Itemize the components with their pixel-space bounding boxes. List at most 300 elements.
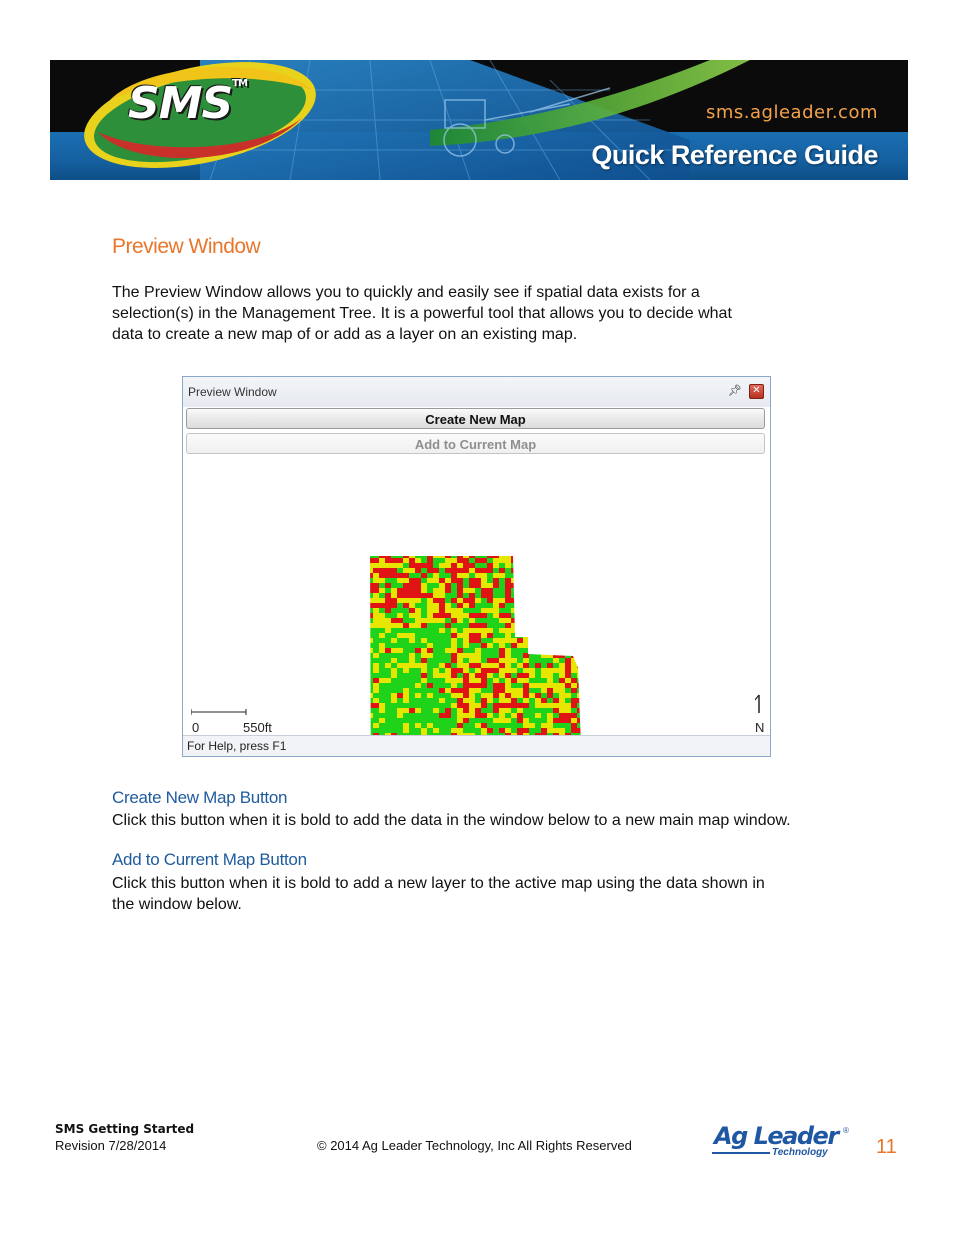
map-cell (529, 688, 535, 693)
map-cell (433, 658, 439, 663)
map-cell (487, 723, 493, 728)
map-cell (505, 723, 511, 728)
add-description-line-2: the window below. (112, 896, 242, 913)
add-to-current-map-button[interactable]: Add to Current Map (186, 433, 765, 454)
map-cell (505, 643, 511, 648)
map-cell (487, 668, 493, 673)
map-cell (475, 678, 481, 683)
map-preview-area[interactable] (183, 457, 770, 737)
map-cell (421, 553, 427, 558)
map-cell (571, 728, 577, 733)
map-cell (559, 553, 565, 558)
map-cell (421, 578, 427, 583)
map-cell (475, 603, 481, 608)
map-cell (547, 693, 553, 698)
map-cell (379, 688, 385, 693)
map-cell (517, 713, 523, 718)
map-cell (475, 698, 481, 703)
map-cell (445, 683, 451, 688)
map-cell (541, 583, 547, 588)
map-cell (505, 713, 511, 718)
map-cell (421, 638, 427, 643)
map-cell (535, 593, 541, 598)
map-cell (475, 713, 481, 718)
map-cell (421, 688, 427, 693)
map-cell (541, 558, 547, 563)
pin-icon[interactable]: 📌︎ (728, 385, 742, 397)
map-cell (433, 708, 439, 713)
map-cell (577, 668, 583, 673)
map-cell (439, 643, 445, 648)
map-cell (511, 553, 517, 558)
map-cell (391, 718, 397, 723)
map-cell (571, 593, 577, 598)
intro-paragraph (112, 282, 852, 345)
ag-leader-logo-sub: Technology (772, 1147, 828, 1158)
map-cell (409, 623, 415, 628)
map-cell (397, 568, 403, 573)
map-cell (445, 638, 451, 643)
map-cell (433, 678, 439, 683)
map-cell (505, 693, 511, 698)
map-cell (409, 578, 415, 583)
map-cell (379, 638, 385, 643)
map-cell (487, 633, 493, 638)
map-cell (391, 723, 397, 728)
map-cell (487, 553, 493, 558)
map-cell (367, 638, 373, 643)
map-cell (463, 708, 469, 713)
map-cell (433, 683, 439, 688)
map-cell (481, 698, 487, 703)
map-cell (373, 668, 379, 673)
map-cell (559, 693, 565, 698)
map-cell (409, 668, 415, 673)
map-cell (403, 673, 409, 678)
map-cell (415, 703, 421, 708)
map-cell (439, 683, 445, 688)
map-cell (481, 558, 487, 563)
map-cell (397, 563, 403, 568)
map-cell (403, 653, 409, 658)
map-cell (577, 593, 583, 598)
map-cell (421, 598, 427, 603)
map-cell (553, 603, 559, 608)
map-cell (445, 568, 451, 573)
map-cell (415, 578, 421, 583)
map-cell (439, 618, 445, 623)
map-cell (517, 628, 523, 633)
map-cell (553, 713, 559, 718)
map-cell (409, 663, 415, 668)
map-cell (457, 718, 463, 723)
map-cell (433, 668, 439, 673)
map-cell (565, 638, 571, 643)
map-cell (421, 683, 427, 688)
map-cell (517, 603, 523, 608)
map-cell (469, 668, 475, 673)
map-cell (493, 583, 499, 588)
map-cell (463, 713, 469, 718)
map-cell (391, 638, 397, 643)
map-cell (427, 658, 433, 663)
map-cell (481, 668, 487, 673)
map-cell (445, 673, 451, 678)
map-cell (439, 623, 445, 628)
map-cell (409, 633, 415, 638)
map-cell (373, 608, 379, 613)
map-cell (523, 608, 529, 613)
map-cell (457, 698, 463, 703)
map-cell (511, 593, 517, 598)
map-cell (511, 603, 517, 608)
map-cell (499, 688, 505, 693)
map-cell (457, 603, 463, 608)
map-cell (409, 638, 415, 643)
map-cell (463, 633, 469, 638)
map-cell (379, 708, 385, 713)
map-cell (379, 728, 385, 733)
map-cell (385, 728, 391, 733)
map-cell (445, 698, 451, 703)
map-cell (529, 623, 535, 628)
map-cell (379, 583, 385, 588)
map-cell (421, 713, 427, 718)
map-cell (385, 588, 391, 593)
map-cell (571, 673, 577, 678)
map-cell (385, 598, 391, 603)
map-cell (523, 658, 529, 663)
map-cell (433, 598, 439, 603)
map-cell (421, 568, 427, 573)
map-cell (373, 653, 379, 658)
map-cell (481, 583, 487, 588)
map-cell (535, 653, 541, 658)
map-cell (583, 593, 589, 598)
map-cell (535, 663, 541, 668)
map-cell (505, 568, 511, 573)
map-cell (445, 643, 451, 648)
map-cell (421, 573, 427, 578)
map-cell (391, 728, 397, 733)
map-cell (493, 608, 499, 613)
map-cell (481, 638, 487, 643)
map-cell (451, 663, 457, 668)
map-cell (385, 573, 391, 578)
map-cell (559, 568, 565, 573)
map-cell (367, 573, 373, 578)
map-cell (451, 673, 457, 678)
map-cell (421, 643, 427, 648)
website-url: sms.agleader.com (706, 102, 878, 123)
map-cell (397, 708, 403, 713)
map-cell (367, 668, 373, 673)
map-cell (517, 633, 523, 638)
map-cell (487, 638, 493, 643)
map-cell (487, 603, 493, 608)
map-cell (415, 623, 421, 628)
map-cell (427, 573, 433, 578)
map-cell (547, 618, 553, 623)
map-cell (583, 673, 589, 678)
map-cell (385, 608, 391, 613)
map-cell (421, 583, 427, 588)
map-cell (523, 603, 529, 608)
map-cell (463, 628, 469, 633)
map-cell (559, 713, 565, 718)
map-cell (547, 623, 553, 628)
map-cell (505, 728, 511, 733)
map-cell (571, 563, 577, 568)
map-cell (583, 713, 589, 718)
map-cell (457, 673, 463, 678)
map-cell (463, 683, 469, 688)
map-cell (499, 553, 505, 558)
map-cell (565, 653, 571, 658)
map-cell (367, 688, 373, 693)
map-cell (577, 723, 583, 728)
map-cell (571, 618, 577, 623)
map-cell (451, 593, 457, 598)
map-cell (535, 723, 541, 728)
map-cell (523, 628, 529, 633)
map-cell (565, 603, 571, 608)
map-cell (385, 703, 391, 708)
map-cell (499, 713, 505, 718)
map-cell (469, 588, 475, 593)
map-cell (535, 713, 541, 718)
map-cell (475, 688, 481, 693)
map-cell (427, 608, 433, 613)
map-cell (403, 718, 409, 723)
map-cell (403, 708, 409, 713)
map-cell (511, 558, 517, 563)
map-cell (403, 593, 409, 598)
map-cell (379, 613, 385, 618)
map-cell (523, 663, 529, 668)
map-cell (529, 588, 535, 593)
map-cell (433, 713, 439, 718)
map-cell (583, 608, 589, 613)
map-cell (481, 578, 487, 583)
map-cell (367, 568, 373, 573)
map-cell (565, 578, 571, 583)
map-cell (559, 608, 565, 613)
map-cell (433, 588, 439, 593)
map-cell (505, 593, 511, 598)
map-cell (493, 598, 499, 603)
map-cell (583, 573, 589, 578)
map-cell (445, 708, 451, 713)
map-cell (433, 568, 439, 573)
map-cell (439, 628, 445, 633)
map-cell (493, 663, 499, 668)
map-cell (385, 568, 391, 573)
map-cell (367, 613, 373, 618)
map-cell (475, 673, 481, 678)
map-cell (511, 563, 517, 568)
map-cell (505, 618, 511, 623)
map-cell (391, 643, 397, 648)
map-cell (517, 623, 523, 628)
map-cell (457, 658, 463, 663)
map-cell (577, 713, 583, 718)
map-cell (523, 688, 529, 693)
map-cell (487, 648, 493, 653)
map-cell (553, 623, 559, 628)
map-cell (481, 723, 487, 728)
map-cell (427, 553, 433, 558)
add-description-line-1: Click this button when it is bold to add a new layer to the active map using the data shown in (112, 875, 765, 892)
map-cell (541, 638, 547, 643)
map-cell (373, 623, 379, 628)
map-cell (397, 723, 403, 728)
map-cell (529, 643, 535, 648)
map-cell (547, 638, 553, 643)
map-cell (373, 698, 379, 703)
map-cell (511, 693, 517, 698)
map-cell (451, 703, 457, 708)
map-cell (559, 723, 565, 728)
map-cell (541, 593, 547, 598)
map-cell (565, 598, 571, 603)
map-cell (553, 553, 559, 558)
map-cell (445, 693, 451, 698)
map-cell (535, 623, 541, 628)
map-cell (577, 578, 583, 583)
map-cell (373, 613, 379, 618)
map-cell (367, 603, 373, 608)
map-cell (385, 683, 391, 688)
map-cell (451, 618, 457, 623)
map-cell (583, 648, 589, 653)
map-cell (385, 628, 391, 633)
map-cell (577, 643, 583, 648)
map-cell (379, 628, 385, 633)
map-cell (511, 668, 517, 673)
map-cell (547, 553, 553, 558)
map-cell (493, 728, 499, 733)
map-cell (367, 583, 373, 588)
map-cell (373, 678, 379, 683)
map-cell (529, 613, 535, 618)
map-cell (379, 598, 385, 603)
map-cell (547, 663, 553, 668)
map-cell (439, 553, 445, 558)
map-cell (535, 553, 541, 558)
map-cell (559, 698, 565, 703)
map-cell (391, 653, 397, 658)
map-cell (583, 568, 589, 573)
map-cell (583, 553, 589, 558)
map-cell (427, 633, 433, 638)
map-cell (403, 583, 409, 588)
map-cell (499, 678, 505, 683)
map-cell (421, 693, 427, 698)
map-cell (379, 723, 385, 728)
map-cell (451, 708, 457, 713)
map-cell (397, 693, 403, 698)
map-cell (577, 603, 583, 608)
map-cell (511, 663, 517, 668)
map-cell (565, 643, 571, 648)
map-cell (565, 663, 571, 668)
map-cell (391, 613, 397, 618)
map-cell (475, 668, 481, 673)
map-cell (541, 658, 547, 663)
map-cell (409, 708, 415, 713)
map-cell (487, 563, 493, 568)
map-cell (529, 703, 535, 708)
map-cell (373, 563, 379, 568)
map-cell (457, 663, 463, 668)
north-arrow-icon (755, 693, 765, 715)
map-cell (463, 623, 469, 628)
close-icon[interactable]: ✕ (749, 384, 764, 399)
map-cell (427, 588, 433, 593)
create-new-map-button[interactable]: Create New Map (186, 408, 765, 429)
map-cell (385, 623, 391, 628)
map-cell (565, 588, 571, 593)
map-cell (427, 723, 433, 728)
map-cell (559, 638, 565, 643)
map-cell (565, 568, 571, 573)
map-cell (559, 618, 565, 623)
map-cell (481, 553, 487, 558)
map-cell (427, 643, 433, 648)
map-cell (451, 698, 457, 703)
map-cell (583, 708, 589, 713)
map-cell (517, 678, 523, 683)
map-cell (499, 638, 505, 643)
map-cell (427, 698, 433, 703)
map-cell (415, 688, 421, 693)
map-cell (523, 553, 529, 558)
map-cell (439, 703, 445, 708)
map-cell (541, 673, 547, 678)
map-cell (517, 598, 523, 603)
map-cell (577, 653, 583, 658)
map-cell (397, 703, 403, 708)
map-cell (493, 633, 499, 638)
map-cell (517, 728, 523, 733)
map-cell (505, 583, 511, 588)
map-cell (439, 713, 445, 718)
map-cell (487, 568, 493, 573)
map-cell (445, 728, 451, 733)
map-cell (463, 643, 469, 648)
map-cell (457, 678, 463, 683)
map-cell (445, 668, 451, 673)
map-cell (535, 628, 541, 633)
map-cell (469, 623, 475, 628)
map-cell (559, 588, 565, 593)
map-cell (427, 558, 433, 563)
map-cell (457, 668, 463, 673)
map-cell (373, 588, 379, 593)
map-cell (511, 598, 517, 603)
map-cell (517, 723, 523, 728)
map-cell (385, 708, 391, 713)
map-cell (379, 593, 385, 598)
map-cell (577, 638, 583, 643)
map-cell (463, 558, 469, 563)
map-cell (577, 698, 583, 703)
map-cell (517, 638, 523, 643)
map-cell (451, 613, 457, 618)
map-cell (409, 573, 415, 578)
map-cell (367, 608, 373, 613)
